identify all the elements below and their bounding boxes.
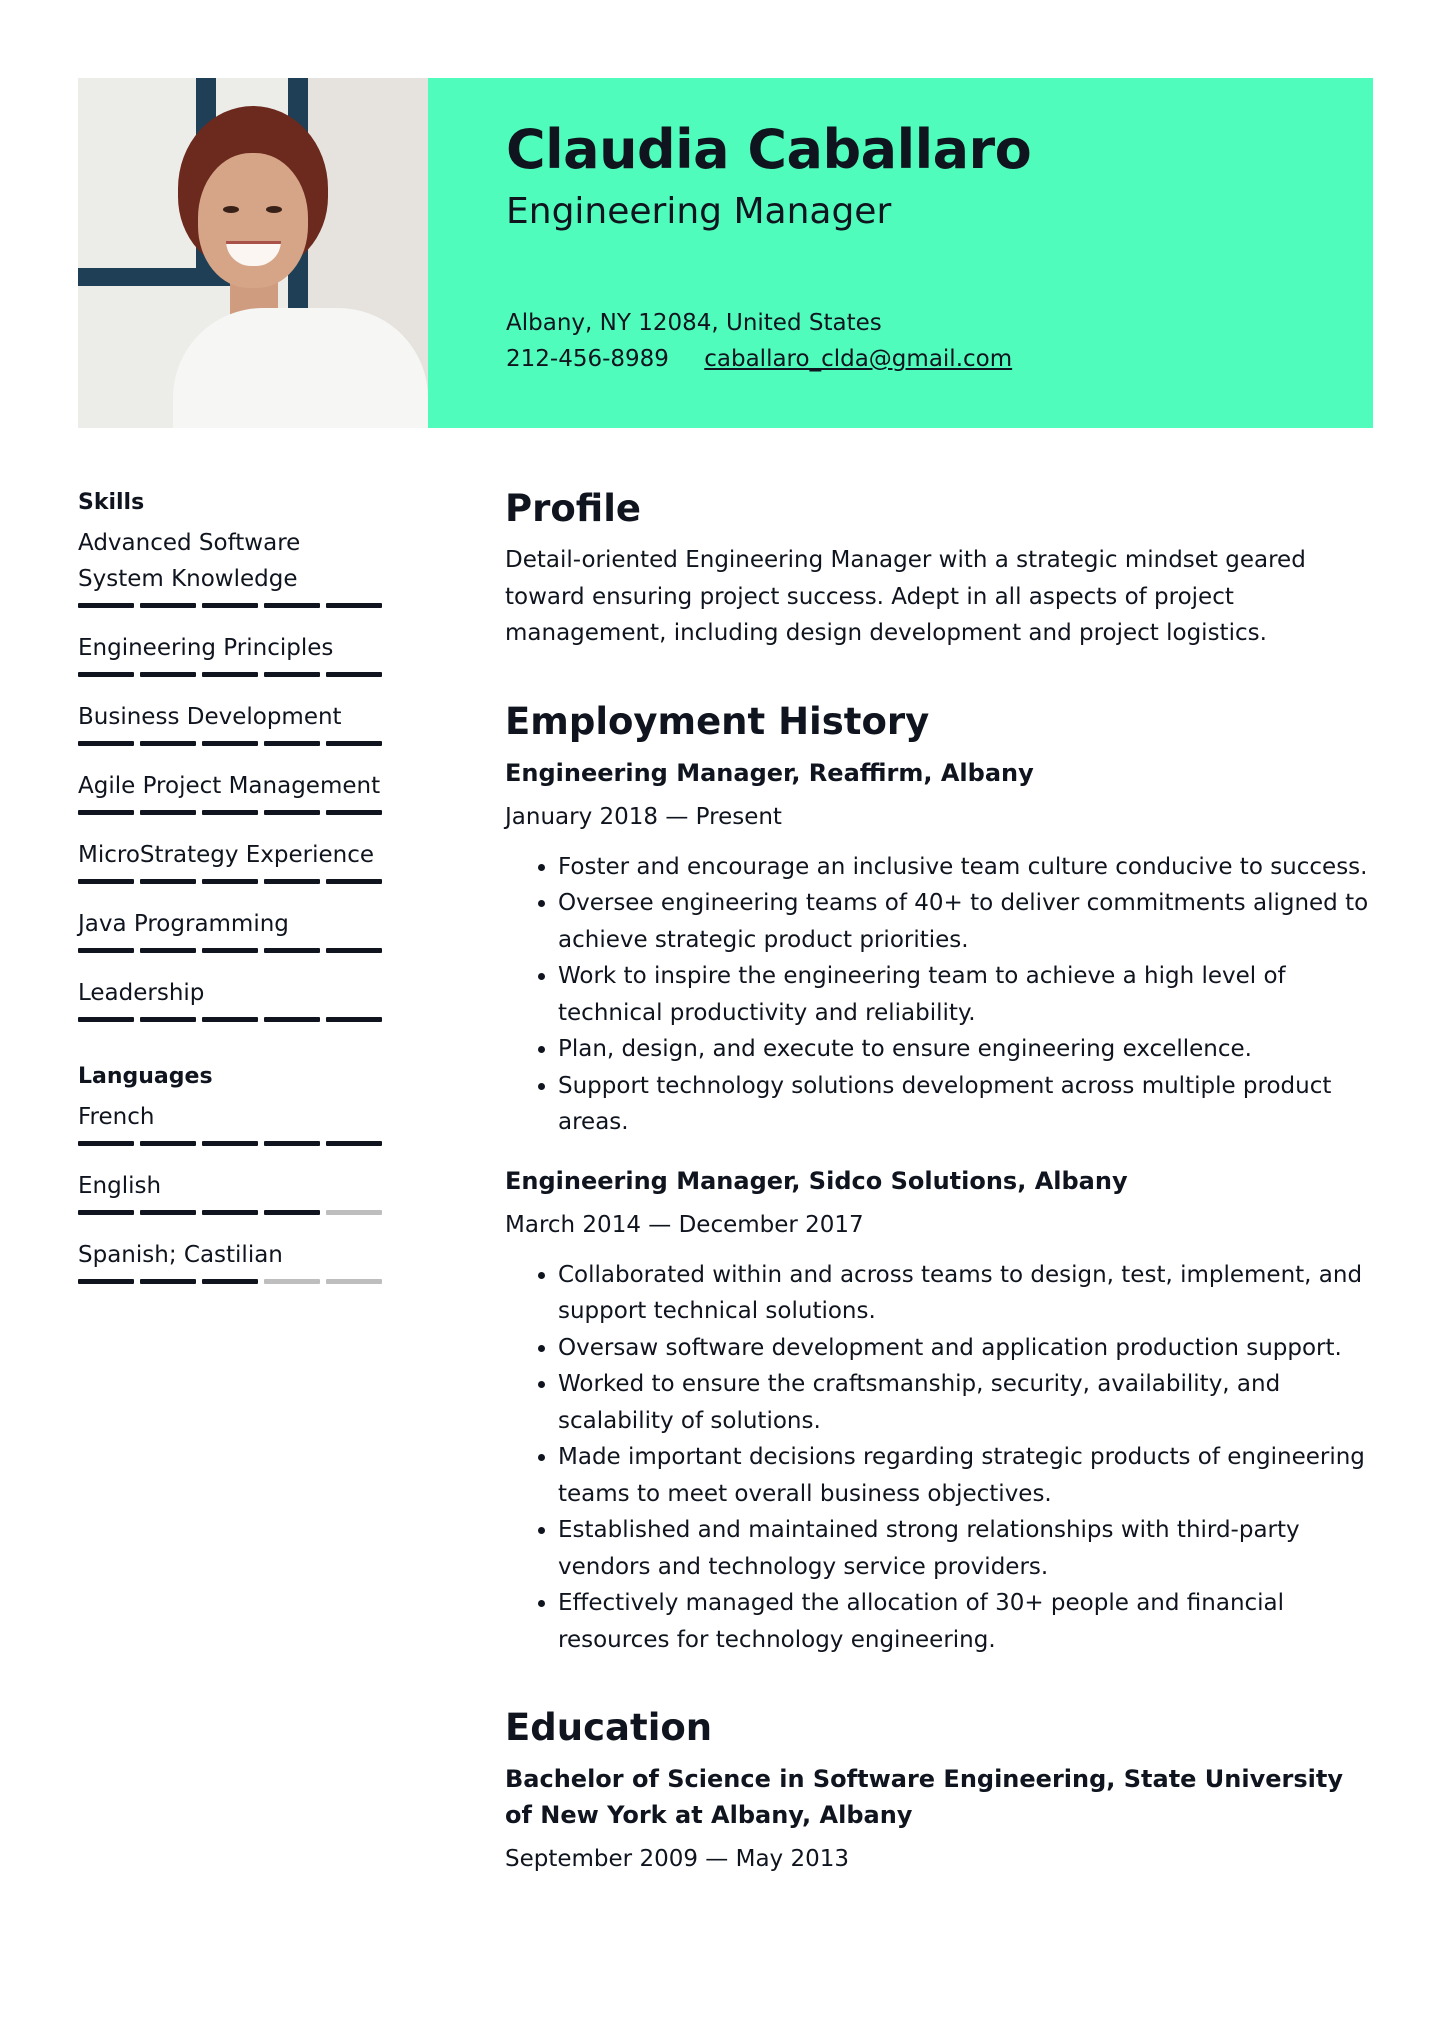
education-section [505, 1706, 1375, 1877]
level-segment [326, 810, 382, 815]
duty-item: • Plan, design, and execute to ensure engineering excellence. [558, 1031, 1375, 1068]
duty-item: • Made important decisions regarding strategic products of engineering teams to meet overall business objectives. [558, 1439, 1375, 1512]
sidebar [78, 490, 386, 1306]
skills-list [78, 525, 386, 1022]
email-link[interactable]: caballaro_clda@gmail.com [704, 346, 1013, 372]
level-segment [264, 879, 320, 884]
level-segment [202, 810, 258, 815]
header-band [428, 78, 1373, 428]
level-segment [202, 672, 258, 677]
level-segment [78, 879, 134, 884]
employment-dates: January 2018 — Present [505, 803, 782, 830]
level-segment [140, 879, 196, 884]
level-segment [78, 603, 134, 608]
level-segment [326, 603, 382, 608]
skill-label: Java Programming [78, 911, 289, 937]
level-segment [202, 1279, 258, 1284]
skill-label: MicroStrategy Experience [78, 842, 375, 868]
address: Albany, NY 12084, United States [506, 310, 882, 336]
language-level-bar [78, 1141, 386, 1146]
skill-item [78, 525, 386, 608]
job-title: Engineering Manager [506, 191, 892, 232]
skill-item [78, 699, 386, 746]
level-segment [326, 948, 382, 953]
level-segment [202, 1210, 258, 1215]
duty-item: • Oversaw software development and application production support. [558, 1330, 1375, 1367]
level-segment [264, 1141, 320, 1146]
level-segment [78, 948, 134, 953]
language-label: English [78, 1173, 162, 1199]
level-segment [202, 948, 258, 953]
level-segment [202, 1017, 258, 1022]
language-level-bar [78, 1279, 386, 1284]
duties-list [505, 849, 1375, 1141]
level-segment [326, 879, 382, 884]
skill-item [78, 906, 386, 953]
phone: 212-456-8989 [506, 346, 669, 372]
employment-heading: Employment History [505, 699, 930, 743]
level-segment [140, 810, 196, 815]
duty-item: • Foster and encourage an inclusive team culture conducive to success. [558, 849, 1375, 886]
duty-item: • Collaborated within and across teams to design, test, implement, and support technical solutions. [558, 1257, 1375, 1330]
level-segment [264, 741, 320, 746]
level-segment [78, 1141, 134, 1146]
resume-header [78, 78, 1373, 428]
level-segment [202, 603, 258, 608]
level-segment [140, 672, 196, 677]
skill-label: Advanced Software System Knowledge [78, 530, 301, 592]
degree: Bachelor of Science in Software Engineering, State University of New York at Albany, Albany [505, 1765, 1343, 1829]
language-item [78, 1168, 386, 1215]
level-segment [264, 1279, 320, 1284]
level-segment [326, 672, 382, 677]
level-segment [78, 1279, 134, 1284]
level-segment [264, 810, 320, 815]
level-segment [140, 1210, 196, 1215]
skill-label: Engineering Principles [78, 635, 334, 661]
skill-item [78, 975, 386, 1022]
duty-item: • Support technology solutions development across multiple product areas. [558, 1068, 1375, 1141]
skill-item [78, 768, 386, 815]
skill-item [78, 837, 386, 884]
level-segment [140, 1017, 196, 1022]
skill-level-bar [78, 1017, 386, 1022]
level-segment [140, 948, 196, 953]
skill-item [78, 630, 386, 677]
level-segment [326, 1141, 382, 1146]
duty-item: • Worked to ensure the craftsmanship, security, availability, and scalability of solutions. [558, 1366, 1375, 1439]
profile-section [505, 487, 1375, 652]
level-segment [264, 1017, 320, 1022]
candidate-name: Claudia Caballaro [506, 118, 1032, 181]
level-segment [140, 1141, 196, 1146]
level-segment [202, 879, 258, 884]
employer-title: Engineering Manager, Sidco Solutions, Albany [505, 1166, 1128, 1195]
jobs-list [505, 755, 1375, 1659]
level-segment [326, 1017, 382, 1022]
language-item [78, 1099, 386, 1146]
level-segment [78, 741, 134, 746]
duty-item: • Oversee engineering teams of 40+ to deliver commitments aligned to achieve strategic product priorities. [558, 885, 1375, 958]
skill-level-bar [78, 879, 386, 884]
level-segment [326, 1210, 382, 1215]
language-level-bar [78, 1210, 386, 1215]
skill-level-bar [78, 603, 386, 608]
languages-heading: Languages [78, 1064, 213, 1089]
contact-line [506, 346, 1012, 372]
level-segment [202, 741, 258, 746]
skill-level-bar [78, 948, 386, 953]
education-heading: Education [505, 1706, 713, 1749]
duties-list [505, 1257, 1375, 1659]
level-segment [140, 603, 196, 608]
language-item [78, 1237, 386, 1284]
level-segment [202, 1141, 258, 1146]
skill-label: Leadership [78, 980, 205, 1006]
profile-photo [78, 78, 428, 428]
level-segment [78, 672, 134, 677]
skill-level-bar [78, 810, 386, 815]
skill-label: Agile Project Management [78, 773, 381, 799]
level-segment [78, 1210, 134, 1215]
level-segment [264, 948, 320, 953]
skills-heading: Skills [78, 490, 145, 515]
duty-item: • Established and maintained strong relationships with third-party vendors and technology service providers. [558, 1512, 1375, 1585]
level-segment [264, 603, 320, 608]
skill-level-bar [78, 672, 386, 677]
skill-label: Business Development [78, 704, 342, 730]
employer-title: Engineering Manager, Reaffirm, Albany [505, 758, 1034, 787]
level-segment [140, 1279, 196, 1284]
language-label: French [78, 1104, 155, 1130]
language-label: Spanish; Castilian [78, 1242, 283, 1268]
skill-level-bar [78, 741, 386, 746]
duty-item: • Work to inspire the engineering team to achieve a high level of technical productivity and reliability. [558, 958, 1375, 1031]
level-segment [78, 810, 134, 815]
employment-section [505, 700, 1375, 1659]
duty-item: • Effectively managed the allocation of 30+ people and financial resources for technology engineering. [558, 1585, 1375, 1658]
profile-heading: Profile [505, 487, 641, 530]
level-segment [264, 1210, 320, 1215]
employment-dates: March 2014 — December 2017 [505, 1211, 864, 1238]
level-segment [326, 1279, 382, 1284]
level-segment [78, 1017, 134, 1022]
languages-list [78, 1099, 386, 1284]
level-segment [326, 741, 382, 746]
education-dates: September 2009 — May 2013 [505, 1846, 849, 1872]
level-segment [140, 741, 196, 746]
main-content [505, 487, 1375, 1925]
level-segment [264, 672, 320, 677]
profile-text: Detail-oriented Engineering Manager with a strategic mindset geared toward ensuring project success. Adept in all aspects of project management, including design development and project logistics. [505, 547, 1306, 646]
